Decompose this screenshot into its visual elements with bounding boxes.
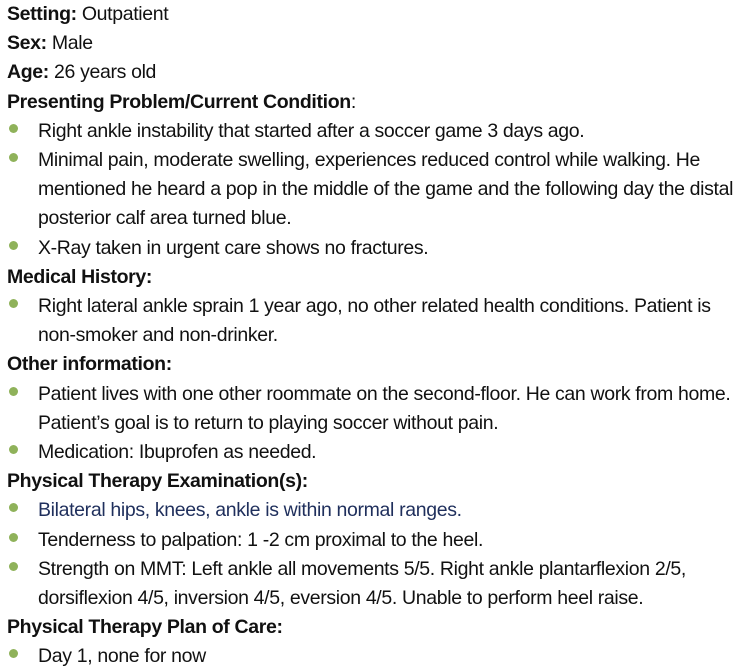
sex-value: Male (51, 32, 93, 55)
age-value: 26 years old (54, 61, 157, 84)
bullet-dot-icon (9, 241, 18, 250)
list-item (7, 292, 746, 350)
presenting-problem-heading (7, 88, 746, 117)
age-field (7, 58, 746, 87)
medical-history-list (7, 292, 746, 350)
list-item (7, 146, 746, 234)
bullet-dot-icon (9, 533, 18, 542)
setting-label: Setting: (7, 3, 77, 25)
sex-label: Sex: (7, 32, 47, 55)
list-item (7, 438, 746, 467)
sex-field (7, 29, 746, 58)
list-item (7, 642, 746, 671)
age-label: Age: (7, 61, 49, 84)
list-item-text: X-Ray taken in urgent care shows no fractures. (38, 236, 429, 259)
bullet-dot-icon (9, 124, 18, 133)
list-item-text: Right ankle instability that started after a soccer game 3 days ago. (38, 119, 585, 142)
bullet-dot-icon (9, 153, 18, 162)
bullet-dot-icon (9, 445, 18, 454)
other-information-list (7, 380, 746, 468)
presenting-problem-list (7, 117, 746, 263)
list-item-text: Medication: Ibuprofen as needed. (38, 441, 317, 464)
pt-examination-heading: Physical Therapy Examination(s): (7, 470, 308, 493)
medical-history-heading: Medical History: (7, 265, 153, 288)
list-item-text: Day 1, none for now (38, 645, 206, 668)
bullet-dot-icon (9, 387, 18, 396)
list-item (7, 117, 746, 146)
list-item-text: Minimal pain, moderate swelling, experiences reduced control while walking. He mentioned he heard a pop in the middle of the game and the following day the distal posterior calf area turned blue. (38, 149, 734, 230)
bullet-dot-icon (9, 562, 18, 571)
list-item (7, 496, 746, 525)
setting-value: Outpatient (81, 3, 169, 25)
list-item (7, 380, 746, 438)
pt-plan-heading: Physical Therapy Plan of Care: (7, 616, 283, 639)
bullet-dot-icon (9, 299, 18, 308)
list-item-text: Bilateral hips, knees, ankle is within normal ranges. (38, 499, 462, 522)
list-item (7, 234, 746, 263)
bullet-dot-icon (9, 503, 18, 512)
presenting-problem-heading-colon: : (350, 90, 356, 113)
list-item-text: Tenderness to palpation: 1 -2 cm proximal to the heel. (38, 528, 484, 551)
bullet-dot-icon (9, 649, 18, 658)
pt-plan-list (7, 642, 746, 671)
other-information-heading: Other information: (7, 353, 172, 376)
list-item (7, 555, 746, 613)
setting-field (7, 0, 746, 29)
list-item-text: Right lateral ankle sprain 1 year ago, no other related health conditions. Patient is non-smoker and non-drinker. (38, 295, 711, 347)
presenting-problem-heading-text: Presenting Problem/Current Condition (7, 90, 351, 113)
list-item-text: Patient lives with one other roommate on the second-floor. He can work from home. Patient’s goal is to return to playing soccer without pain. (38, 382, 731, 434)
list-item-text: Strength on MMT: Left ankle all movements 5/5. Right ankle plantarflexion 2/5, dorsiflexion 4/5, inversion 4/5, eversion 4/5. Unable to perform heel raise. (38, 557, 686, 610)
list-item (7, 526, 746, 555)
pt-examination-list (7, 496, 746, 613)
